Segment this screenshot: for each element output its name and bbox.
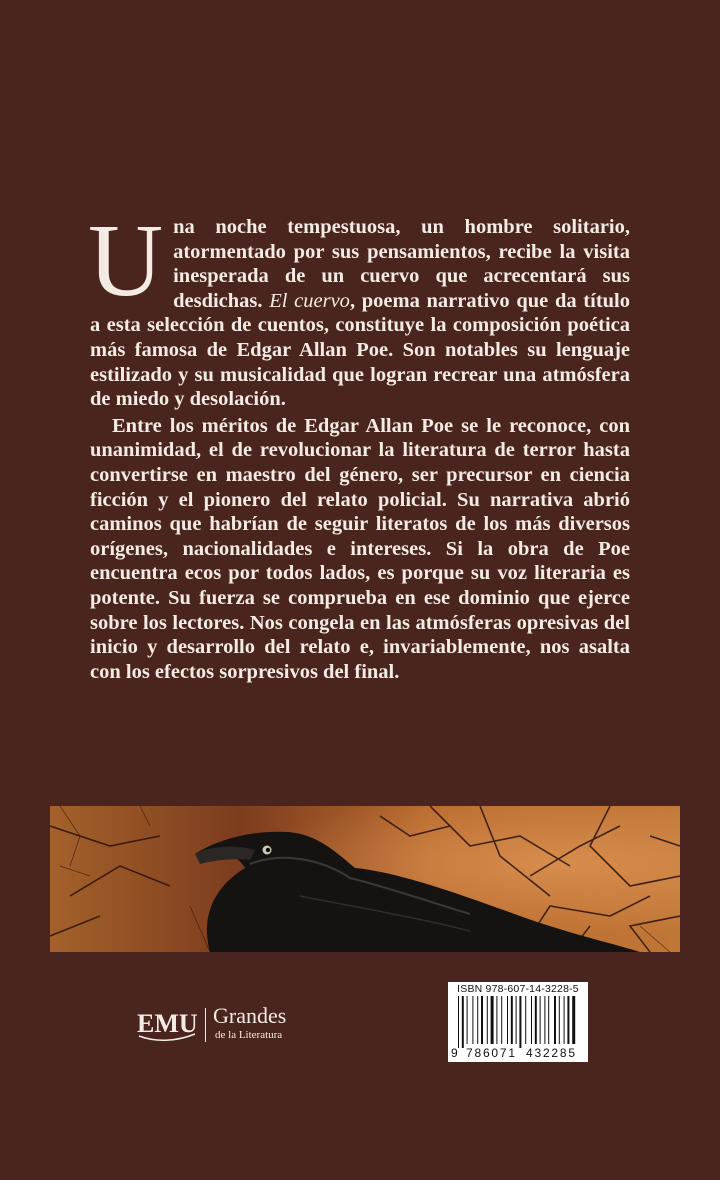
blurb-p1-start: na noche tempestuosa, un hombre solitario, atormentado por sus pensamientos, recibe la visita inesperada de un cuervo que acrecentará sus desdichas.	[173, 216, 630, 312]
blurb-paragraph-2: Entre los méritos de Edgar Allan Poe se le reconoce, con unanimidad, el de revolucionar la literatura de terror hasta convertirse en maestro del género, ser precursor en ciencia ficción y el pionero del relato policial. Su narrativa abrió caminos que habrían de seguir literatos de los más diversos orígenes, nacionalidades e intereses. Si la obra de Poe encuentra ecos por todos lados, es porque su voz literaria es potente. Su fuerza se comprueba en ese dominio que ejerce sobre los lectores. Nos congela en las atmósferas opresivas del inicio y desarrollo del relato e, invariablemente, nos asalta con los efectos sorpresivos del final.	[90, 414, 630, 683]
barcode-bar	[496, 996, 497, 1044]
barcode-bar	[507, 996, 508, 1044]
barcode-bar	[477, 996, 478, 1044]
series-title: Grandes	[213, 1003, 287, 1028]
barcode-bars	[454, 996, 582, 1048]
barcode-bar	[559, 996, 560, 1044]
barcode-bar	[472, 996, 473, 1044]
back-cover-blurb	[88, 203, 630, 684]
barcode-digit-group-1: 786071	[466, 1046, 517, 1060]
barcode-bar	[531, 996, 532, 1044]
logo-mark-text: EMU	[137, 1009, 198, 1038]
barcode-bar	[501, 996, 502, 1044]
book-title-italic: El cuervo	[269, 289, 350, 312]
raven-illustration	[50, 806, 680, 952]
barcode-bar	[525, 996, 526, 1044]
barcode-bar	[544, 996, 545, 1044]
barcode-bar	[481, 996, 483, 1044]
isbn-barcode	[448, 982, 588, 1062]
drop-cap: U	[88, 203, 164, 318]
barcode-bar	[487, 996, 488, 1044]
raven-picture	[50, 806, 680, 952]
blurb-paragraph-1	[88, 203, 630, 412]
barcode-bar	[491, 996, 494, 1044]
series-subtitle: de la Literatura	[215, 1029, 283, 1041]
barcode-bar	[540, 996, 541, 1044]
barcode-bar	[572, 996, 575, 1044]
barcode-bar	[458, 996, 459, 1048]
barcode-bar	[516, 996, 517, 1044]
barcode-digit-group-2: 432285	[526, 1046, 577, 1060]
barcode-bar	[564, 996, 565, 1044]
barcode-bar	[567, 996, 569, 1044]
publisher-logo	[135, 1002, 315, 1052]
barcode-bar	[535, 996, 537, 1044]
isbn-label: ISBN 978-607-14-3228-5	[457, 983, 579, 995]
logo-divider	[205, 1008, 206, 1042]
barcode-digit-first: 9	[451, 1046, 458, 1060]
barcode-bar	[511, 996, 513, 1044]
emu-logo-icon	[135, 1006, 201, 1042]
barcode-bar	[462, 996, 464, 1048]
blurb-p1-end: , poema narrativo que da título a esta selección de cuentos, constituye la composición poética más famosa de Edgar Allan Poe. Son notables su lenguaje estilizado y su musicalidad que logran recrear una atmósfera de miedo y desolación.	[90, 289, 630, 411]
barcode-bar	[467, 996, 468, 1044]
barcode-bar	[548, 996, 549, 1044]
barcode-bar	[519, 996, 521, 1048]
barcode-bar	[554, 996, 556, 1044]
